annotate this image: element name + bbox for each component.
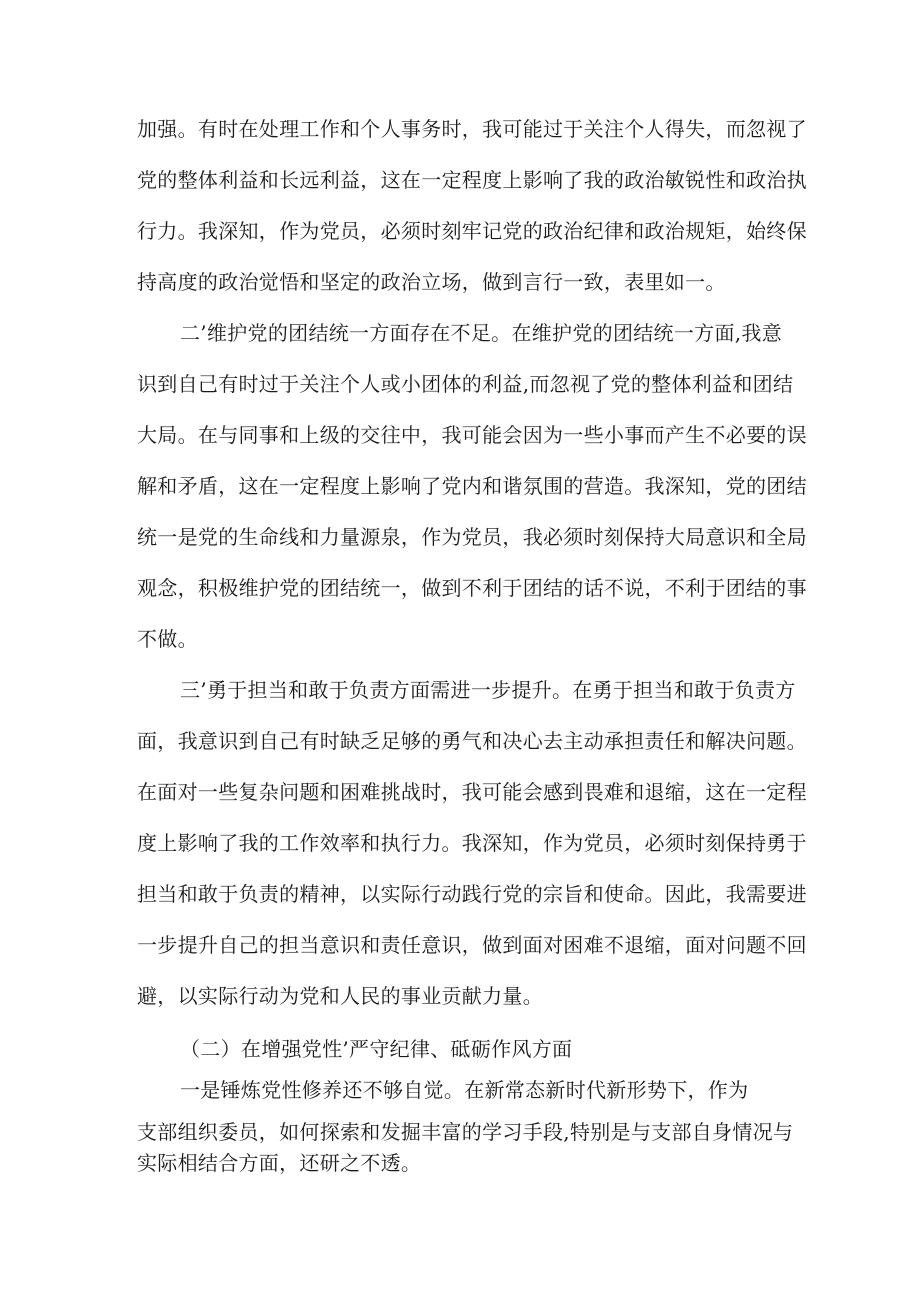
paragraph-1-line-3: 行力。我深知，作为党员，必须时刻牢记党的政治纪律和政治规矩，始终保	[137, 219, 807, 243]
paragraph-3-line-6: 一步提升自己的担当意识和责任意识，做到面对困难不退缩，面对问题不回	[137, 933, 807, 957]
paragraph-4-line-2: 支部组织委员，如何探索和发掘丰富的学习手段,特别是与支部自身情况与	[137, 1120, 794, 1144]
paragraph-3-line-4: 度上影响了我的工作效率和执行力。我深知，作为党员，必须时刻保持勇于	[137, 831, 807, 855]
paragraph-2-line-2: 识到自己有时过于关注个人或小团体的利益,而忽视了党的整体利益和团结	[137, 372, 794, 396]
section-subheading: （二）在增强党性’严守纪律、砥砺作风方面	[180, 1037, 573, 1061]
paragraph-4-line-1: 一是锤炼党性修养还不够自觉。在新常态新时代新形势下，作为	[180, 1078, 749, 1102]
paragraph-2-line-4: 解和矛盾，这在一定程度上影响了党内和谐氛围的营造。我深知，党的团结	[137, 474, 807, 498]
paragraph-2-line-1: 二’维护党的团结统一方面存在不足。在维护党的团结统一方面,我意	[180, 321, 783, 345]
paragraph-2-line-7: 不做。	[137, 627, 198, 651]
paragraph-2-line-5: 统一是党的生命线和力量源泉，作为党员，我必须时刻保持大局意识和全局	[137, 525, 807, 549]
paragraph-3-line-2: 面，我意识到自己有时缺乏足够的勇气和决心去主动承担责任和解决问题。	[137, 729, 807, 753]
paragraph-2-line-6: 观念，积极维护党的团结统一，做到不利于团结的话不说，不利于团结的事	[137, 576, 807, 600]
paragraph-3-line-3: 在面对一些复杂问题和困难挑战时，我可能会感到畏难和退缩，这在一定程	[137, 780, 807, 804]
paragraph-3-line-7: 避，以实际行动为党和人民的事业贡献力量。	[137, 984, 543, 1008]
paragraph-3-line-5: 担当和敢于负责的精神，以实际行动践行党的宗旨和使命。因此，我需要进	[137, 882, 807, 906]
paragraph-2-line-3: 大局。在与同事和上级的交往中，我可能会因为一些小事而产生不必要的误	[137, 423, 807, 447]
paragraph-1-line-2: 党的整体利益和长远利益，这在一定程度上影响了我的政治敏锐性和政治执	[137, 168, 807, 192]
paragraph-1-line-4: 持高度的政治觉悟和坚定的政治立场，做到言行一致，表里如一。	[137, 270, 726, 294]
paragraph-3-line-1: 三’勇于担当和敢于负责方面需进一步提升。在勇于担当和敢于负责方	[180, 678, 796, 702]
paragraph-4-line-3: 实际相结合方面，还研之不透。	[137, 1151, 422, 1175]
paragraph-1-line-1: 加强。有时在处理工作和个人事务时，我可能过于关注个人得失，而忽视了	[137, 117, 807, 141]
